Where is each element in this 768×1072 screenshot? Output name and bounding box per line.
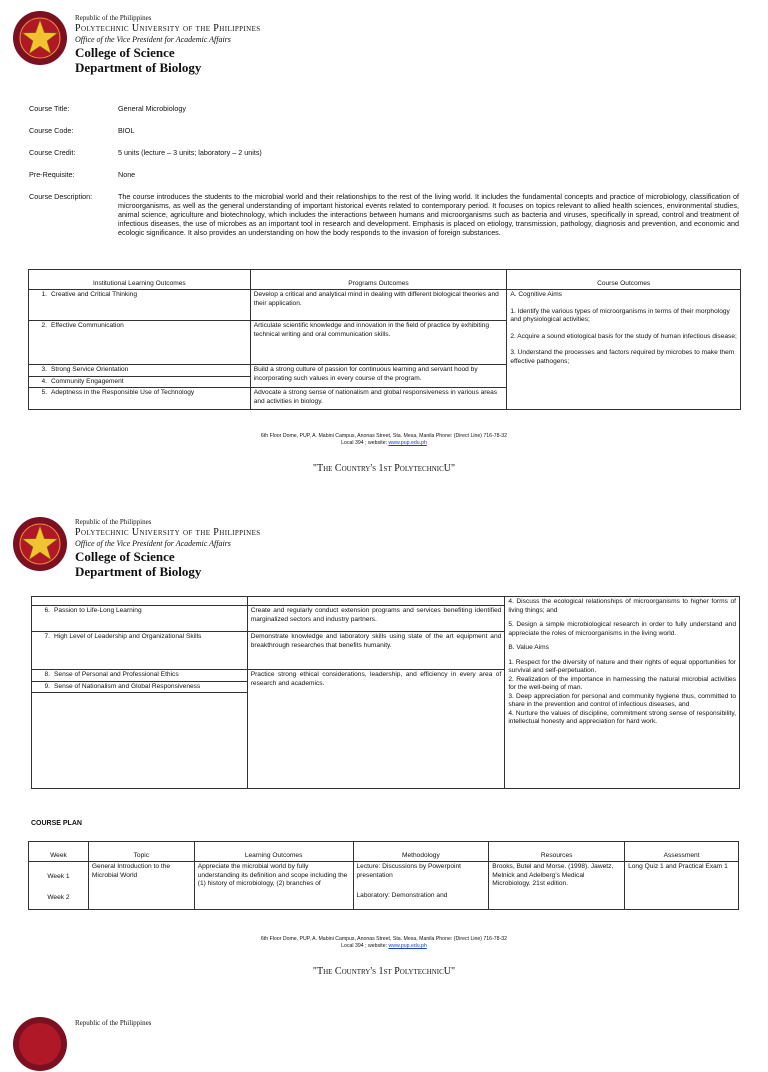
methodology-header: Methodology bbox=[353, 842, 489, 862]
ilo-item: Sense of Personal and Professional Ethics bbox=[54, 671, 179, 678]
ilo-cell: 5. Adeptness in the Responsible Use of Technology bbox=[29, 388, 251, 410]
footer-motto: "The Country's 1st PolytechnicU" bbox=[312, 463, 456, 474]
ilo-cell: 3. Strong Service Orientation bbox=[29, 365, 251, 377]
resources-header: Resources bbox=[489, 842, 625, 862]
ilo-header: Institutional Learning Outcomes bbox=[29, 270, 251, 290]
co-item: 3. Understand the processes and factors required by microbes to make them effective pathogens; bbox=[510, 349, 735, 365]
course-outcomes-cell bbox=[505, 597, 740, 789]
co-item: 4. Nurture the values of discipline, commitment strong sense of responsibility, intellectual honesty and appreciation for hard work. bbox=[508, 709, 736, 725]
republic-text: Republic of the Philippines bbox=[75, 14, 152, 22]
course-credit-value: 5 units (lecture – 3 units; laboratory – 2 units) bbox=[118, 148, 262, 157]
department-name: Department of Biology bbox=[75, 564, 202, 579]
week-header: Week bbox=[29, 842, 89, 862]
ilo-item: Effective Communication bbox=[51, 322, 124, 329]
ilo-item: Strong Service Orientation bbox=[51, 366, 129, 373]
course-plan-title: COURSE PLAN bbox=[31, 820, 82, 827]
methodology-lecture: Lecture: Discussions by Powerpoint presentation bbox=[356, 863, 461, 879]
republic-text: Republic of the Philippines bbox=[75, 518, 152, 526]
methodology-cell bbox=[353, 862, 489, 910]
po-item: Practice strong ethical considerations, leadership, and efficiency in every area of research and academics. bbox=[247, 670, 505, 789]
co-item: 5. Design a simple microbiological research in order to fully understand and appreciate the roles of microorganisms in the living world. bbox=[508, 621, 736, 637]
university-seal-icon bbox=[12, 516, 68, 572]
college-name: College of Science bbox=[75, 549, 175, 564]
topic-cell: General Introduction to the Microbial World bbox=[88, 862, 194, 910]
po-item: Demonstrate knowledge and laboratory skills using state of the art equipment and breakthrough researches that benefits humanity. bbox=[247, 632, 505, 670]
footer-local: Local 394 ; website: bbox=[341, 440, 389, 446]
footer-address: 6th Floor Dome, PUP, A. Mabini Campus, Anonas Street, Sta. Mesa, Manila Phone: (Direct Line) 716-78-32 bbox=[260, 936, 508, 942]
course-code-label: Course Code: bbox=[29, 126, 74, 135]
assessment-header: Assessment bbox=[625, 842, 739, 862]
website-link[interactable]: www.pup.edu.ph bbox=[388, 440, 427, 446]
learning-outcomes-cell: Appreciate the microbial world by fully understanding its definition and scope including the (1) history of microbiology, (2) branches of bbox=[194, 862, 353, 910]
prerequisite-label: Pre-Requisite: bbox=[29, 170, 75, 179]
letterhead bbox=[75, 518, 261, 579]
po-item: Create and regularly conduct extension programs and services benefiting identified marginalized sectors and industry partners. bbox=[247, 606, 505, 632]
co-item: 3. Deep appreciation for personal and community hygiene thus, committed to share in the prevention and control of infectious diseases, and bbox=[508, 692, 736, 708]
co-item: 2. Realization of the importance in harnessing the natural microbial activities for the well-being of man. bbox=[508, 675, 736, 691]
ilo-cell: 8. Sense of Personal and Professional Ethics bbox=[32, 670, 248, 682]
po-item: Build a strong culture of passion for continuous learning and servant hood by incorporating such values in every course of the program. bbox=[250, 365, 507, 388]
co-header: Course Outcomes bbox=[507, 270, 741, 290]
footer-address-block bbox=[0, 936, 768, 950]
department-name: Department of Biology bbox=[75, 60, 202, 75]
ilo-cell: 2. Effective Communication bbox=[29, 321, 251, 365]
ilo-cell: 6. Passion to Life-Long Learning bbox=[32, 606, 248, 632]
footer-local: Local 394 ; website: bbox=[341, 943, 389, 949]
ilo-item: Community Engagement bbox=[51, 377, 124, 385]
college-name: College of Science bbox=[75, 45, 175, 60]
po-item: Articulate scientific knowledge and innovation in the field of practice by exhibiting technical writing and oral communication skills. bbox=[250, 321, 507, 365]
website-link[interactable]: www.pup.edu.ph bbox=[388, 943, 427, 949]
course-title-value: General Microbiology bbox=[118, 104, 186, 113]
ilo-cell: 4. Community Engagement bbox=[29, 376, 251, 388]
outcomes-table-continued bbox=[31, 596, 740, 789]
course-plan-table bbox=[28, 841, 739, 910]
week-2-label: Week 2 bbox=[47, 894, 70, 901]
office-name: Office of the Vice President for Academic Affairs bbox=[75, 539, 231, 548]
ilo-item: Adeptness in the Responsible Use of Technology bbox=[51, 389, 195, 396]
ilo-cell: 1. Creative and Critical Thinking bbox=[29, 290, 251, 321]
university-seal-icon bbox=[12, 1016, 68, 1072]
ilo-cell: 9. Sense of Nationalism and Global Responsiveness bbox=[32, 681, 248, 693]
republic-text: Republic of the Philippines bbox=[75, 1019, 152, 1027]
co-item: 2. Acquire a sound etiological basis for the study of human infectious disease; bbox=[510, 332, 737, 340]
co-item: 1. Respect for the diversity of nature and their rights of equal opportunities for survival and self-perpetuation. bbox=[508, 658, 736, 674]
po-item: Develop a critical and analytical mind in dealing with different biological theories and their application. bbox=[250, 290, 507, 321]
week-1-label: Week 1 bbox=[47, 872, 70, 880]
week-cell bbox=[29, 862, 89, 910]
co-heading: B. Value Aims bbox=[508, 644, 549, 651]
course-title-label: Course Title: bbox=[29, 104, 70, 113]
course-description-label: Course Description: bbox=[29, 192, 93, 201]
ilo-cell: 7. High Level of Leadership and Organizational Skills bbox=[32, 632, 248, 670]
co-item: 1. Identify the various types of microorganisms in terms of their morphology and physiological activities; bbox=[510, 307, 730, 323]
ilo-item: High Level of Leadership and Organizational Skills bbox=[54, 633, 202, 640]
course-description-value: The course introduces the students to the microbial world and their relationships to the rest of the living world. It includes the fundamental concepts and practice of microbiology, classification of microorganisms, as well as the general understanding of important historical events related to contemporary period. It focuses on topics relevant to allied health sciences, environmental studies, animal science, agriculture and biotechnology, which includes the interactions between humans and microorganisms such as bacteria and viruses, specifically in spread, control and treatment of infectious diseases, the use of microbes as an important tool in research and development. Emphasis is placed on etiology, transmission, pathology, diagnosis and prevention, and economic and ecologic significance. It also provides an understanding on how the body responds to the invasion of foreign substances. bbox=[118, 192, 739, 237]
assessment-cell: Long Quiz 1 and Practical Exam 1 bbox=[625, 862, 739, 910]
ilo-item: Creative and Critical Thinking bbox=[51, 291, 138, 298]
learning-outcomes-header: Learning Outcomes bbox=[194, 842, 353, 862]
ilo-item: Sense of Nationalism and Global Responsiveness bbox=[54, 682, 201, 690]
footer-motto: "The Country's 1st PolytechnicU" bbox=[312, 966, 456, 977]
topic-header: Topic bbox=[88, 842, 194, 862]
course-credit-label: Course Credit: bbox=[29, 148, 76, 157]
po-header: Programs Outcomes bbox=[250, 270, 507, 290]
course-code-value: BIOL bbox=[118, 126, 135, 135]
methodology-laboratory: Laboratory: Demonstration and bbox=[356, 892, 448, 899]
po-item: Advocate a strong sense of nationalism and global responsiveness in various areas and activities in biology. bbox=[250, 388, 507, 410]
resources-cell: Brooks, Butel and Morse. (1998). Jawetz, Melnick and Adelberg's Medical Microbiology. 21st edition. bbox=[489, 862, 625, 910]
university-name: Polytechnic University of the Philippines bbox=[75, 527, 261, 538]
co-item: 4. Discuss the ecological relationships of microorganisms to higher forms of living things; and bbox=[508, 598, 736, 614]
co-heading: A. Cognitive Aims bbox=[510, 291, 562, 298]
office-name: Office of the Vice President for Academic Affairs bbox=[75, 35, 231, 44]
footer-address: 6th Floor Dome, PUP, A. Mabini Campus, Anonas Street, Sta. Mesa, Manila Phone: (Direct Line) 716-78-32 bbox=[260, 433, 508, 439]
prerequisite-value: None bbox=[118, 170, 136, 179]
university-name: Polytechnic University of the Philippines bbox=[75, 23, 261, 34]
ilo-item: Passion to Life-Long Learning bbox=[54, 607, 142, 614]
